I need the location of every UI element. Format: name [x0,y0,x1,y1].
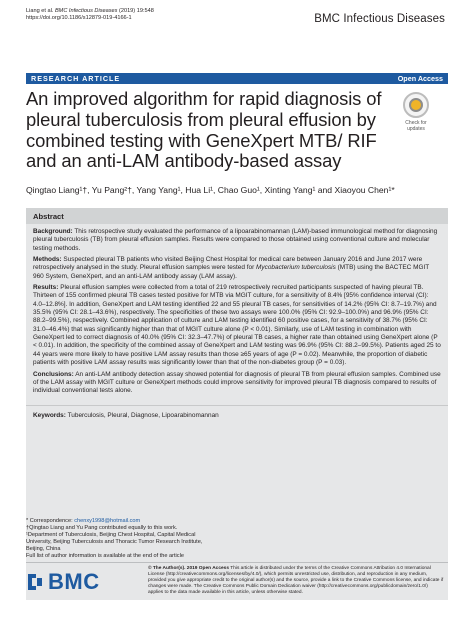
affiliation-line-3: Beijing, China [26,546,61,553]
abstract-body [33,228,441,399]
footer-divider [26,562,448,563]
check-for-updates-label [398,120,434,132]
author-info-note: Full list of author information is available at the end of the article [26,553,184,560]
citation-journal: BMC Infectious Diseases [54,8,118,14]
abstract-conclusions [33,371,441,396]
background-text: This retrospective study evaluated the performance of a lipoarabinomannan (LAM)-based immunological method for diagnosing pleural tuberculosis (TB) from pleural effusion samples. Results were compared to those obtained using conventional culture and molecular testing methods. [33,228,438,252]
keywords-text: Tuberculosis, Pleural, Diagnose, Lipoarabinomannan [65,412,219,419]
methods-text-a: Suspected pleural TB patients who visited Beijing Chest Hospital for medical care between January 2016 and June 2017 were retrospectively analysed in the study. Pleural effusion samples were tested for [33,256,423,272]
bmc-logo-icon [26,572,44,592]
bmc-logo-text: BMC [48,569,100,594]
abstract-heading: Abstract [33,212,64,221]
article-type-bar [26,73,448,84]
open-access-label: Open Access [397,74,443,83]
license-heading: © The Author(s). 2019 Open Access [148,566,230,571]
keywords-divider [26,405,448,406]
methods-text-b: (MTB) using the BACTEC MGIT 960 System, GeneXpert, and an anti-LAM antibody assay (LAM assay). [33,264,430,280]
footnotes [26,518,202,561]
license-text: This article is distributed under the terms of the Creative Commons Attribution 4.0 International License (http://creativecommons.org/licenses/by/4.0/), which permits unrestricted use, distribution, and reproduction in any medium, provided you give appropriate credit to the original author(s) and the source, provide a link to the Creative Commons license, and indicate if changes were made. The Creative Commons Public Domain Dedication waiver (http://creativecommons.org/publicdomain/zero/1.0/) applies to the data made available in this article, unless otherwise stated. [148,566,444,595]
citation-volume: (2019) 19:548 [117,8,154,14]
check-for-updates-line-1: Check for [405,120,427,126]
methods-organism: Mycobacterium tuberculosis [256,264,336,272]
abstract-methods [33,256,441,281]
methods-label: Methods: [33,256,62,264]
correspondence-email-link[interactable]: chenxy1998@hotmail.com [74,518,141,524]
results-text: Pleural effusion samples were collected from a total of 219 retrospectively recruited participants suspected of having pleural TB. Thirteen of 155 confirmed pleural TB cases tested positive for MTB via MGIT culture, for a sensitivity of 8.4% [95% confidence interval (CI): 4.0–12.8%]. In addition, GeneXpert and LAM testing identified 22 and 55 pleural TB cases, for sensitivities of 14.2% (95% CI: 8.7–19.7%) and 35.5% (95% CI: 28.1–43.6%), respectively. The specificities of these two assays were 100.0% (95% CI: 92.9–100.0%) and 96.9% (95% CI: 88.2–99.5%), respectively. Combined application of culture and LAM testing identified 60 positive cases, for a sensitivity of 38.7% (95% CI: 31.0–46.4%) that was significantly higher than that of MGIT culture alone (P < 0.01). Similarly, use of LAM testing in combination with GeneXpert led to correct diagnosis of 40.0% (95% CI: 32.3–47.7%) of pleural TB cases, a higher rate than obtained using GeneXpert alone (P < 0.01). In addition, the specificity of the combined assay of GeneXpert and LAM testing was 96.9% (95% CI: 88.2–99.5%). Patients aged 25 to 44 years were more likely to have positive LAM assay results than those ≥65 years of age (P = 0.02). Meanwhile, the proportion of diabetic patients with positive LAM assay results was significantly lower than that of the non-diabetes group (P = 0.03). [33,284,441,367]
author-list: Qingtao Liang¹†, Yu Pang²†, Yang Yang¹, Hua Li¹, Chao Guo¹, Xinting Yang¹ and Xiaoyou Chen¹* [26,185,395,195]
abstract-background [33,228,441,253]
abstract-header [26,208,448,224]
article-title: An improved algorithm for rapid diagnosis of pleural tuberculosis from pleural effusion by combined testing with GeneXpert MTB/ RIF and an anti-LAM antibody-based assay [26,88,382,172]
article-type: RESEARCH ARTICLE [31,74,121,83]
check-for-updates-button[interactable] [398,92,434,132]
citation-authors: Liang et al. [26,8,55,14]
keywords-label: Keywords: [33,412,66,419]
citation-line-1 [26,8,154,15]
license-statement [148,566,444,596]
correspondence-label: * Correspondence: [26,518,75,524]
correspondence [26,518,202,525]
conclusions-label: Conclusions: [33,370,74,378]
conclusions-text: An anti-LAM antibody detection assay showed potential for diagnosis of pleural TB from pleural effusion samples. Combined use of the LAM assay with MGIT culture or GeneXpert methods could improve sensitivity for improved pleural TB diagnosis compared to results of individual conventional tests alone. [33,370,441,395]
results-label: Results: [33,284,59,292]
background-label: Background: [33,228,73,235]
abstract-results [33,284,441,367]
affiliation-line-2: University, Beijing Tuberculosis and Thoracic Tumor Research Institute, [26,539,203,546]
journal-name: BMC Infectious Diseases [314,13,445,25]
bmc-logo [26,571,100,593]
keywords [33,412,441,419]
check-for-updates-icon [403,92,429,118]
equal-contribution-note: †Qingtao Liang and Yu Pang contributed equally to this work. [26,525,178,532]
citation-header [26,8,154,23]
affiliation-line-1: ¹Department of Tuberculosis, Beijing Chest Hospital, Capital Medical [26,532,196,539]
check-for-updates-line-2: updates [407,126,425,132]
citation-doi[interactable]: https://doi.org/10.1186/s12879-019-4166-1 [26,15,132,22]
